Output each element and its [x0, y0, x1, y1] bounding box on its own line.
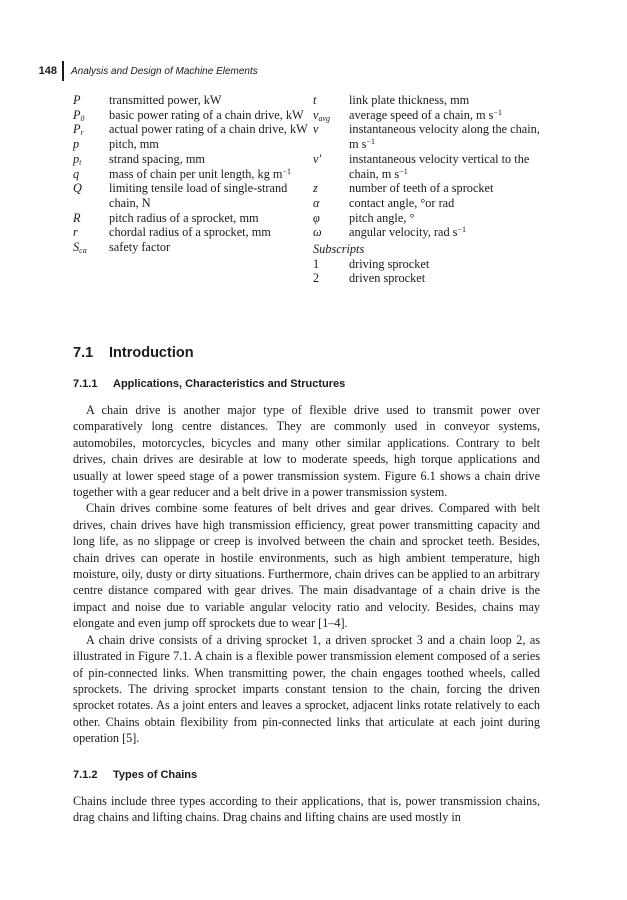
nomenclature-row [73, 122, 313, 137]
subsection-heading [73, 378, 345, 390]
symbol-description: mass of chain per unit length, kg $m^{-1}$ [109, 166, 292, 181]
symbol: v′ [313, 151, 322, 166]
symbol-description: safety factor [109, 240, 171, 255]
symbol: φ [313, 210, 320, 225]
symbol-description: pitch, mm [109, 137, 159, 152]
subsection-title: Applications, Characteristics and Structures [113, 378, 346, 390]
symbol: α [313, 195, 320, 210]
running-head [27, 63, 258, 79]
subscript-symbol: 1 [313, 256, 320, 271]
nomenclature-row [73, 181, 313, 210]
nomenclature-row [73, 152, 313, 167]
symbol: $P_r$ [73, 122, 84, 138]
section-title: Introduction [109, 345, 194, 361]
symbol-description: contact angle, °or rad [349, 195, 455, 210]
symbol: $p_t$ [73, 151, 82, 167]
subscript-row [313, 257, 548, 272]
subscript-description: driving sprocket [349, 256, 430, 271]
subscript-description: driven sprocket [349, 271, 426, 286]
symbol: $P_0$ [73, 107, 85, 123]
symbol-description: basic power rating of a chain drive, kW [109, 107, 304, 122]
nomenclature-row [313, 108, 548, 123]
body-text-section-7-1-2 [73, 793, 540, 826]
symbol: Q [73, 181, 82, 196]
symbol: ω [313, 225, 322, 240]
paragraph: Chains include three types according to their applications, that is, power transmission chains, drag chains and lifting chains. Drag chains and lifting chains are used mostly in [73, 794, 540, 825]
paragraph: A chain drive is another major type of flexible drive used to transmit power over comparatively long centre distances. They are commonly used in conveyor systems, automobiles, motorcycles, bicycles and many other similar applications. Contrary to belt drives, chain drives are desirable at low to moderate speeds, high torque applications and usually at lower speed stage of a power transmission system. Figure 6.1 shows a chain drive together with a gear reducer and a belt drive in a power transmission system. [73, 403, 540, 500]
nomenclature-row [313, 211, 548, 226]
subsection-number: 7.1.1 [73, 378, 98, 390]
symbol-description: chordal radius of a sprocket, mm [109, 225, 271, 240]
symbol: v [313, 122, 319, 137]
symbol: p [73, 137, 80, 152]
symbol: $S_{ca}$ [73, 240, 87, 256]
symbol-description: instantaneous velocity vertical to the chain, m $s^{-1}$ [349, 151, 530, 181]
section-number: 7.1 [73, 345, 94, 361]
symbol-description: strand spacing, mm [109, 151, 205, 166]
nomenclature-row [313, 152, 548, 181]
nomenclature-right-column [313, 93, 548, 286]
symbol-description: angular velocity, rad $s^{-1}$ [349, 225, 466, 240]
symbol: z [313, 181, 318, 196]
paragraph: A chain drive consists of a driving sprocket 1, a driven sprocket 3 and a chain loop 2, as illustrated in Figure 7.1. A chain is a flexible power transmission element composed of a series of pin-connected links. When transmitting power, the chain engages toothed wheels, called sprockets. The driving sprocket imparts constant tension to the chain, forcing the driven sprocket rotates. As a joint enters and leaves a sprocket, adjacent links rotate relatively to each other. Chains obtain flexibility from pin-connected links that articulate at each joint during operation [5]. [73, 632, 540, 746]
symbol-description: average speed of a chain, m $s^{-1}$ [349, 107, 502, 122]
nomenclature-row [313, 181, 548, 196]
nomenclature-row [73, 167, 313, 182]
paragraph: Chain drives combine some features of belt drives and gear drives. Compared with belt drives, chain drives have high transmission efficiency, great power transmitting capacity and long life, as no slippage or creep is involved between the chain and sprocket teeth. Besides, chain drives can operate in hostile environments, such as high ambient temperature, high moisture, oily, dusty or dirty situations. Furthermore, chain drives can be applied to an arbitrary centre distance compared with gear drives. The main disadvantage of a chain drive is the impact and noise due to variable angular velocity ratio and velocity. Besides, chains may elongate and even jump off sprockets due to wear [1–4]. [73, 501, 540, 631]
nomenclature-row [73, 137, 313, 152]
symbol: t [313, 93, 317, 107]
symbol-description: actual power rating of a chain drive, kW [109, 122, 308, 137]
symbol-description: pitch radius of a sprocket, mm [109, 210, 259, 225]
body-text-section-7-1-1 [73, 402, 540, 747]
nomenclature-row [73, 211, 313, 226]
symbol-description: transmitted power, kW [109, 93, 222, 107]
nomenclature-row [73, 108, 313, 123]
subscripts-heading: Subscripts [313, 242, 365, 257]
subsection-number: 7.1.2 [73, 769, 98, 781]
nomenclature-row [313, 225, 548, 240]
symbol-description: number of teeth of a sprocket [349, 181, 494, 196]
symbol: R [73, 210, 81, 225]
symbol-description: pitch angle, ° [349, 210, 415, 225]
symbol-description: limiting tensile load of single-strand chain, N [109, 181, 288, 210]
symbol: r [73, 225, 78, 240]
subscript-symbol: 2 [313, 271, 320, 286]
nomenclature-row [73, 240, 313, 255]
page-number: 148 [38, 65, 57, 77]
nomenclature-row [73, 93, 313, 108]
symbol: P [73, 93, 81, 107]
nomenclature-row [313, 93, 548, 108]
symbol-description: instantaneous velocity along the chain, m $s^{-1}$ [349, 122, 540, 152]
symbol-description: link plate thickness, mm [349, 93, 470, 107]
symbol: q [73, 166, 80, 181]
nomenclature-left-column [73, 93, 313, 255]
subscript-row [313, 271, 548, 286]
nomenclature-row [73, 225, 313, 240]
symbol: $v_{avg}$ [313, 107, 331, 123]
subsection-title: Types of Chains [113, 769, 198, 781]
section-heading [73, 345, 194, 361]
subsection-heading [73, 769, 197, 781]
header-divider [62, 61, 64, 81]
nomenclature-row [313, 196, 548, 211]
running-title: Analysis and Design of Machine Elements [71, 65, 258, 77]
nomenclature-row [313, 122, 548, 151]
